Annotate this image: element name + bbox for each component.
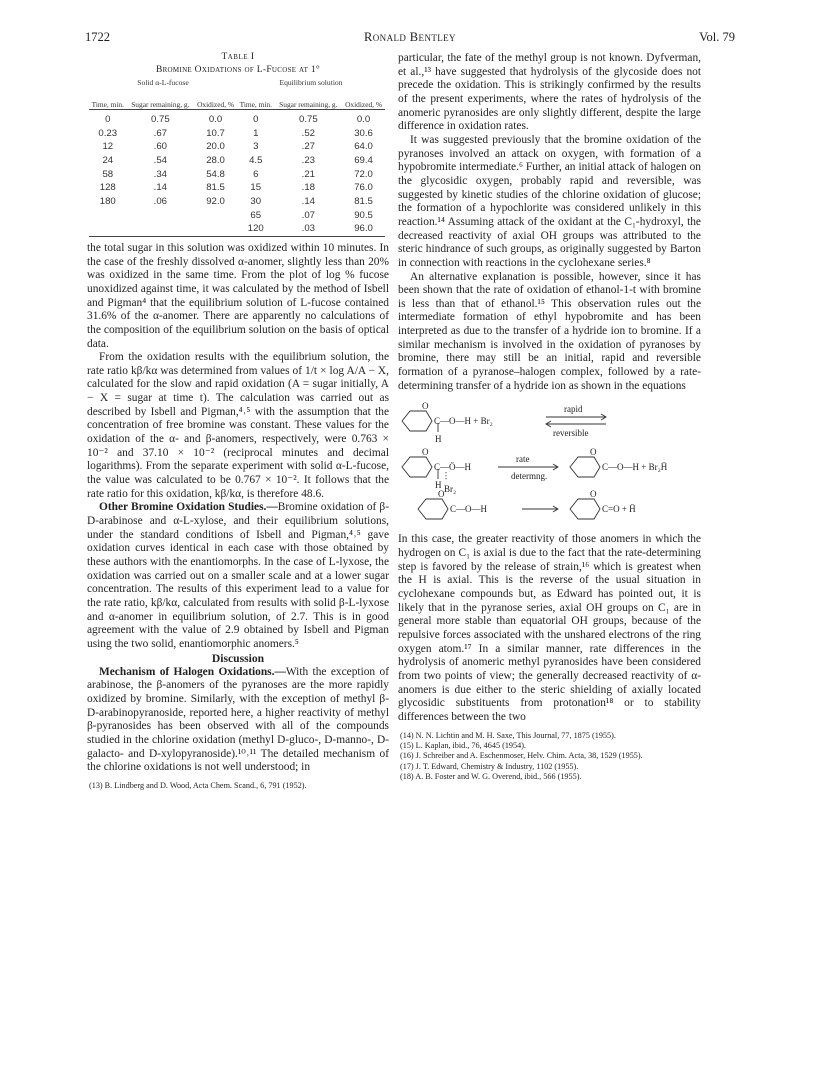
page-header [85, 30, 735, 46]
rapid-label: rapid [564, 404, 583, 415]
cell: 6 [253, 168, 259, 180]
section-heading: Discussion [211, 651, 265, 665]
cell: 4.5 [249, 154, 263, 166]
table-title: Table I [221, 52, 255, 62]
cell: 0.23 [98, 127, 118, 139]
cell: .34 [153, 168, 168, 180]
section-run-head: Mechanism of Halogen Oxidations.— [99, 665, 286, 678]
r2-left-text: C—Ö—H [434, 462, 472, 473]
cell: .14 [301, 195, 315, 207]
cell: 24 [102, 154, 114, 166]
ring-oxygen: O [422, 447, 429, 458]
table-row [89, 154, 385, 168]
volume-label: Vol. 79 [699, 30, 735, 44]
cell: 0.75 [151, 114, 170, 125]
table-row [89, 222, 385, 236]
determng-label: determng. [511, 471, 548, 482]
cell: 128 [99, 182, 116, 194]
cell: 3 [253, 141, 259, 153]
cell: 92.0 [206, 195, 225, 207]
cell: .03 [275, 222, 343, 236]
paragraph: particular, the fate of the methyl group is not known. Dyfverman, et al.,¹³ have suggested that hydrolysis of the glycoside does not precede the oxidation. This is strikingly confirmed by the results of the present experiments, where the rates of hydrolysis of the anomeric pyranosides are only slightly different, despite the large difference in oxidation rates. [398, 52, 701, 133]
col-header: Oxidized, % [345, 100, 383, 109]
footnote: (15) L. Kaplan, ibid., 76, 4645 (1954). [400, 741, 526, 750]
paragraph-text: Bromine oxidation of β-D-arabinose and α-L-xylose, and their equilibrium solutions, under the standard conditions of Isbell and Pigman,⁴˒⁵ gave oxidation curves identical in each case with those obtained by these authors with the enantiomorphs. In the case of L-lyxose, the oxidation was carried out on a smaller scale and at a lower sugar concentration. The results of this experiment lead to a value for the rate ratio, kβ/kα, calculated from results with solid β-L-lyxose and α-anomer in equilibrium solution, of 2.7. This is in good agreement with the value of 2.9 obtained by Isbell and Pigman using the two solid, enantiomorphic anomers.⁵ [87, 501, 389, 650]
cell: 72.0 [354, 168, 373, 180]
reversible-label: reversible [553, 428, 589, 439]
cell: 28.0 [206, 154, 225, 166]
table-row [89, 127, 385, 141]
reaction-scheme [398, 399, 701, 525]
col-header: Time, min. [91, 100, 124, 109]
footnotes [398, 731, 701, 783]
r2-br-label: Br₂ [444, 484, 457, 495]
r2-right-text: C—O—H + Br₂H̄ [602, 462, 668, 473]
cell: 0.0 [208, 114, 223, 125]
footnote: (13) B. Lindberg and D. Wood, Acta Chem. Scand., 6, 791 (1952). [89, 780, 307, 790]
table-row [89, 195, 385, 209]
r1-h-label: H [435, 434, 442, 445]
cell: 12 [102, 141, 114, 153]
table-row [89, 209, 385, 223]
table-row [89, 168, 385, 182]
cell: 81.5 [206, 182, 225, 194]
table-group-right: Equilibrium solution [279, 77, 343, 87]
cell: .52 [301, 127, 315, 139]
cell [89, 209, 127, 223]
footnotes [87, 781, 389, 791]
cell: .23 [301, 154, 315, 166]
table-group-left: Solid α-L-fucose [137, 77, 189, 87]
cell: .54 [153, 154, 168, 166]
col-header: Sugar remaining, g. [131, 100, 190, 109]
table-row [89, 140, 385, 154]
cell: .14 [153, 182, 168, 194]
cell: 1 [253, 127, 259, 139]
paragraph-text: With the exception of arabinose, the β-anomers of the pyranoses are the more rapidly oxidized by bromine. Similarly, with the exception of methyl β-D-arabinopyranoside, reported here, a higher reactivity of methyl β-pyranosides has been observed with all of the compounds studied in the chlorine oxidation (methyl D-gluco-, D-manno-, D-galacto- and D-xylopyranoside).¹⁰˒¹¹ The detailed mechanism of the chlorine oxidations is not well understood; in [87, 665, 389, 774]
ring-oxygen: O [590, 489, 597, 500]
cell: 64.0 [354, 141, 373, 153]
col-header: Oxidized, % [197, 100, 235, 109]
cell: 76.0 [354, 182, 373, 194]
pyranose-ring-4 [418, 499, 448, 519]
page-number: 1722 [85, 30, 110, 44]
footnote: (14) N. N. Lichtin and M. H. Saxe, This Journal, 77, 1875 (1955). [400, 730, 616, 740]
cell: 30 [250, 195, 262, 207]
table-row [89, 113, 385, 127]
pyranose-ring-3 [570, 457, 600, 477]
cell: 20.0 [206, 141, 225, 153]
cell: 0.75 [298, 114, 318, 125]
cell: 0 [105, 114, 111, 125]
cell: 65 [250, 209, 262, 221]
pyranose-ring-1 [402, 411, 432, 431]
left-column [87, 52, 389, 791]
pyranose-ring-2 [402, 457, 432, 477]
paragraph [87, 666, 389, 775]
r1-left-text: C—O—H + Br₂ [434, 416, 493, 427]
ring-oxygen: O [438, 489, 445, 500]
cell: 96.0 [342, 222, 385, 236]
cell: 180 [99, 195, 116, 207]
col-header: Time, min. [239, 100, 272, 109]
cell: 58 [102, 168, 114, 180]
cell: 54.8 [206, 168, 225, 180]
footnote: (17) J. T. Edward, Chemistry & Industry, 1102 (1955). [400, 761, 579, 771]
paragraph: From the oxidation results with the equilibrium solution, the rate ratio kβ/kα was determined from values of 1/t × log A/A − X, calculated for the slow and rapid oxidation (A = sugar initially, A − X = sugar at time t). The calculation was carried out as described by Isbell and Pigman,⁴˒⁵ with the assumption that the concentration of free bromine was constant. These values for the oxidation of the α- and β-anomers, respectively, were 0.763 × 10⁻² and 37.10 × 10⁻² (reciprocal minutes and decimal logarithms). From the separate experiment with solid α-L-fucose, the value was calculated to be 0.767 × 10⁻². It follows that the rate ratio for this oxidation, kβ/kα, is therefore 48.6. [87, 351, 389, 500]
paragraph: It was suggested previously that the bromine oxidation of the pyranoses involved an attack on oxygen, with formation of a hypobromite intermediate.⁶ Further, an initial attack of halogen on the glycosidic oxygen, probably rapid and reversible, was suggested by kinetic studies of the chlorine oxidation of glucose; the formation of a hypochlorite was considered unlikely in this reaction.¹⁴ Assuming attack of the oxidant at the C₁-hydroxyl, the decreased reactivity of axial OH groups was attributed to the steric hindrance of such groups, as originally suggested by Barton in connection with reactions in the cyclohexane series.⁸ [398, 133, 701, 269]
cell [194, 222, 237, 236]
cell [194, 209, 237, 223]
paragraph: In this case, the greater reactivity of those anomers in which the hydrogen on C₁ is axial is due to the fact that the rate-determining step is favored by the release of strain,¹⁶ which is greatest when the H is axial. This is the reverse of the usual situation in cyclohexane compounds but, as Edward has pointed out, it is likely that in the pyranose series, axial OH groups on C₁ are in general more stable than equatorial OH groups, because of the repulsive forces associated with the unshared electrons of the ring oxygen atom.¹⁷ In a similar manner, rate differences in the hydrolysis of anomeric methyl pyranosides have been considered from two points of view; the generally decreased reactivity of α-anomers is due either to the steric shielding of axially located glycosidic substituents from protonation¹⁸ or to stability differences between the two [398, 533, 701, 723]
cell [127, 222, 195, 236]
cell: 15 [250, 182, 262, 194]
r3-right-text: C=O + H̄ [602, 504, 636, 515]
footnote: (18) A. B. Foster and W. G. Overend, ibid., 566 (1955). [400, 772, 582, 782]
cell: 69.4 [354, 154, 373, 166]
ring-oxygen: O [422, 401, 429, 412]
paragraph [87, 501, 389, 651]
cell: .07 [301, 209, 315, 221]
r2-h-label: H [435, 480, 442, 491]
ring-oxygen: O [590, 447, 597, 458]
cell: 0.0 [356, 114, 371, 125]
cell: .21 [301, 168, 315, 180]
cell: .67 [153, 127, 168, 139]
data-table [89, 78, 385, 237]
footnote: (16) J. Schreiber and A. Eschenmoser, Helv. Chim. Acta, 38, 1529 (1955). [400, 751, 643, 761]
cell [89, 222, 127, 236]
r3-left-text: C—O—H [450, 504, 488, 515]
cell: 30.6 [354, 127, 373, 139]
running-head: Ronald Bentley [364, 30, 456, 44]
paragraph: An alternative explanation is possible, however, since it has been shown that the rate of oxidation of ethanol-1-t with bromine is less than that of ethanol.¹⁵ This observation rules out the intermediate formation of ethyl hypobromite and has been interpreted as due to the transfer of a hydride ion to bromine. If a similar mechanism is involved in the oxidation of pyranoses by bromine, there may still be an initial, rapid and reversible formation of a pyranose–halogen complex, followed by a rate-determining transfer of a hydride ion as shown in the equations [398, 270, 701, 392]
table-caption: Bromine Oxidations of L-Fucose at 1° [155, 65, 321, 75]
cell: 0 [253, 114, 259, 125]
section-run-head: Other Bromine Oxidation Studies.— [99, 501, 278, 514]
cell: 90.5 [354, 209, 373, 221]
pyranose-ring-5 [570, 499, 600, 519]
cell: 120 [237, 222, 275, 236]
cell: .60 [153, 141, 168, 153]
rate-label: rate [516, 454, 530, 465]
cell: .18 [301, 182, 315, 194]
paragraph: the total sugar in this solution was oxidized within 10 minutes. In the case of the freshly dissolved α-anomer, slightly less than 20% was oxidized in the same time. From the plot of log % fucose unoxidized against time, it was calculated by the method of Isbell and Pigman⁴ that the equilibrium solution of L-fucose contained 31.6% of the α-anomer. There are apparently no calculations of the composition of the equilibrium solution on the basis of optical data. [87, 241, 389, 350]
cell [127, 209, 195, 223]
table-row [89, 181, 385, 195]
col-header: Sugar remaining, g. [279, 100, 338, 109]
cell: 81.5 [354, 195, 373, 207]
right-column [398, 52, 701, 783]
cell: .06 [153, 195, 168, 207]
cell: 10.7 [206, 127, 225, 139]
cell: .27 [301, 141, 315, 153]
reaction-equations [398, 399, 701, 525]
